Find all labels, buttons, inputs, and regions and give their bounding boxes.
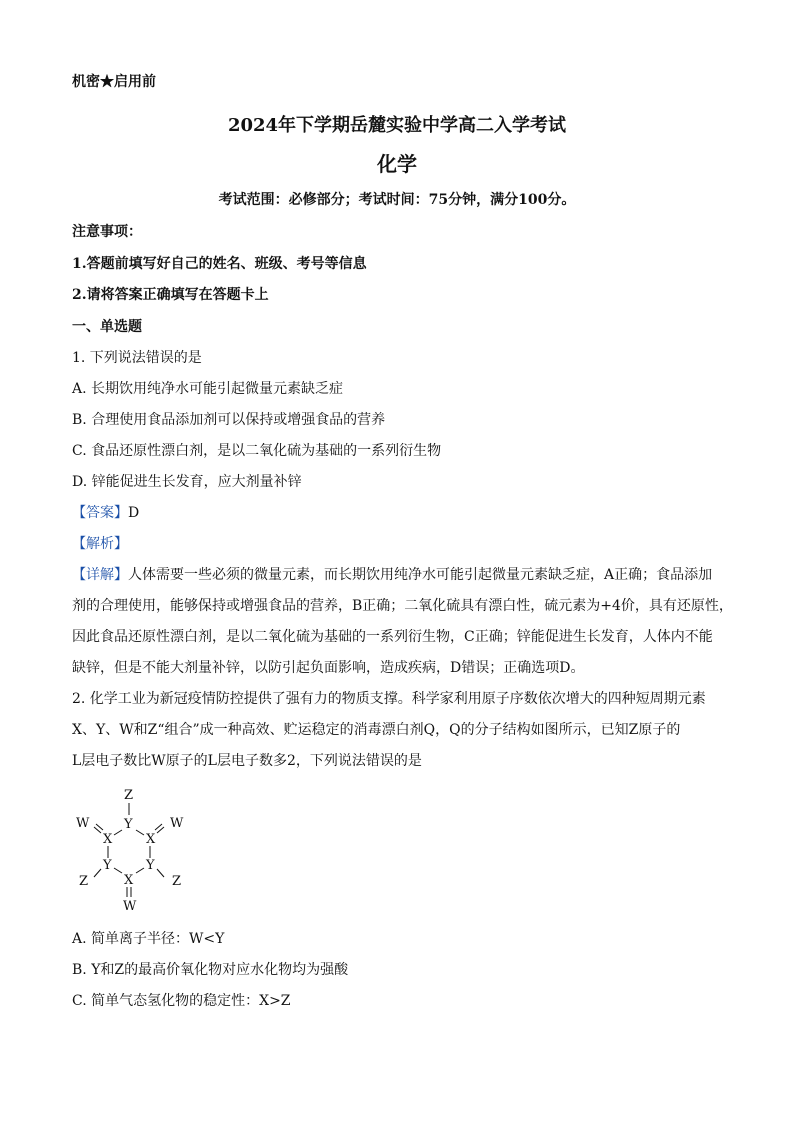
analysis-label: 【解析】	[72, 536, 128, 552]
atom-x-right: X	[146, 832, 156, 847]
notes-heading: 注意事项：	[72, 224, 142, 240]
note-item: 1.答题前填写好自己的姓名、班级、考号等信息	[72, 256, 367, 272]
detail-line: 剂的合理使用，能够保持或增强食品的营养，B正确；二氧化硫具有漂白性，硫元素为+4价，具有还原性，	[72, 598, 733, 614]
q1-option-c: C. 食品还原性漂白剂，是以二氧化硫为基础的一系列衍生物	[72, 443, 442, 459]
q2-stem	[72, 684, 732, 777]
section-heading: 一、单选题	[72, 319, 142, 335]
detail-label: 【详解】	[72, 567, 128, 583]
q2-stem-line: X、Y、W和Z“组合”成一种高效、贮运稳定的消毒漂白剂Q，Q的分子结构如图所示，已知Z原子的	[72, 722, 681, 738]
q1-option-b: B. 合理使用食品添加剂可以保持或增强食品的营养	[72, 412, 386, 428]
q1-detail	[72, 560, 732, 684]
note-item: 2.请将答案正确填写在答题卡上	[72, 287, 269, 303]
atom-z-left: Z	[79, 874, 89, 889]
atom-w-left: W	[76, 816, 90, 831]
q2-stem-line: 2. 化学工业为新冠疫情防控提供了强有力的物质支撑。科学家利用原子序数依次增大的四种短周期元素	[72, 691, 706, 707]
atom-z-right: Z	[172, 874, 182, 889]
answer-value: D	[128, 505, 140, 521]
detail-line: 因此食品还原性漂白剂，是以二氧化硫为基础的一系列衍生物，C正确；锌能促进生长发育，人体内不能	[72, 629, 713, 645]
detail-line: 缺锌，但是不能大剂量补锌，以防引起负面影响，造成疾病，D错误；正确选项D。	[72, 660, 585, 676]
detail-line: 人体需要一些必须的微量元素，而长期饮用纯净水可能引起微量元素缺乏症，A正确；食品添加	[128, 567, 713, 583]
answer-label: 【答案】	[72, 505, 128, 521]
q2-option-a: A. 简单离子半径：W<Y	[72, 931, 225, 947]
atom-x-bottom: X	[124, 873, 134, 888]
atom-y-right: Y	[146, 858, 155, 873]
q1-answer	[72, 503, 139, 523]
molecule-structure-diagram	[70, 785, 200, 915]
q2-option-b: B. Y和Z的最高价氧化物对应水化物均为强酸	[72, 962, 349, 978]
atom-y-left: Y	[103, 858, 112, 873]
atom-w-right: W	[170, 816, 184, 831]
atom-w-bottom: W	[123, 899, 137, 914]
atom-y-top: Y	[124, 817, 133, 832]
atom-z-top: Z	[124, 788, 134, 803]
q1-option-d: D. 锌能促进生长发育，应大剂量补锌	[72, 474, 302, 490]
q1-option-a: A. 长期饮用纯净水可能引起微量元素缺乏症	[72, 381, 344, 397]
exam-info: 考试范围：必修部分；考试时间：75分钟，满分100分。	[218, 192, 576, 208]
q2-stem-line: L层电子数比W原子的L层电子数多2，下列说法错误的是	[72, 753, 422, 769]
q2-option-c: C. 简单气态氢化物的稳定性：X>Z	[72, 993, 291, 1009]
atom-x-left: X	[103, 832, 113, 847]
confidential-mark: 机密★启用前	[72, 74, 156, 90]
exam-title: 2024年下学期岳麓实验中学高二入学考试	[227, 115, 567, 136]
q1-stem: 1. 下列说法错误的是	[72, 350, 202, 366]
subject-title: 化学	[377, 152, 417, 176]
